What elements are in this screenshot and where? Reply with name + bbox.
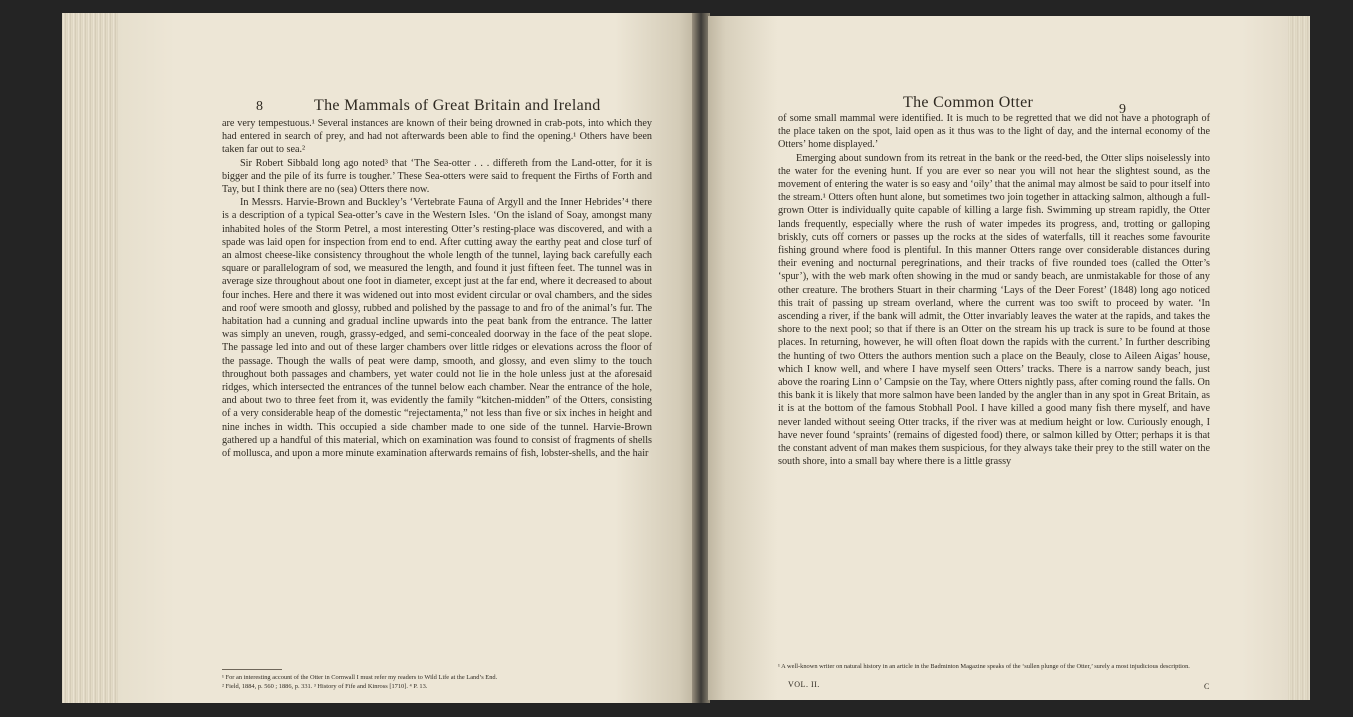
volume-signature: VOL. II.	[788, 680, 820, 689]
left-page-number: 8	[256, 99, 263, 114]
left-footnotes	[222, 673, 652, 691]
right-footnotes	[778, 662, 1210, 671]
right-paragraph-2: Emerging about sundown from its retreat in the bank or the reed-bed, the Otter slips noiselessly into the water for the evening hunt. If you are ever so near you will not hear the slightest sound, as the movement of entering the water is so easy and ‘oily’ that the animal may almost be said to pour itself into the stream.¹ Otters often hunt alone, but sometimes two join together in attacking salmon, although a full-grown Otter is individually quite capable of killing a large fish. Swimming up stream rapidly, the Otter lands frequently, especially where the rush of water impedes its progress, and, trotting or galloping briskly, cuts off corners or passes up the rocks at the sides of waterfalls, till it reaches some favourite fishing ground where food is plentiful. In this manner Otters range over considerable distances during their evening and nocturnal peregrinations, and their tracks of five rounded toes (called the Otter’s ‘spur’), with the web mark often showing in the mud or sandy beach, are unmistakable for those of any other creature. The brothers Stuart in their charming ‘Lays of the Deer Forest’ (1848) long ago noticed this trait of passing up stream overland, where the current was too swift to proceed by water. ‘In ascending a river, if the bank will admit, the Otter invariably leaves the water at the rapids, and takes the shore to the next pool; so that if there is an Otter on the stream his up track is sure to be found at those places. In returning, however, he will often float down the rapids with the current.’ In further describing the hunting of two Otters the authors mention such a place on the Beauly, close to Aileen Aigas’ house, which I know well, and where I have myself seen Otters’ tracks. There is a narrow sandy beach, just above the roaring Linn o’ Campsie on the Tay, where Otters nightly pass, after coming round the falls. On this bank it is likely that more salmon have been landed by the angler than in any spot in Great Britain, as it is at the bottom of the famous Stobhall Pool. I have killed a good many fish there myself, and have never landed without seeing Otter tracks, if the river was at medium height or low. Curiously enough, I have never found ‘spraints’ (remains of digested food) there, or salmon killed by Otter; perhaps it is that the constant advent of man makes them suspicious, for they always take their prey to the still water on the south shore, into a small bay where there is a little grassy	[778, 152, 1210, 468]
left-footnote-rule	[222, 669, 282, 670]
left-page-edges	[62, 13, 120, 703]
right-page-number: 9	[1119, 102, 1126, 117]
right-footnote-1: ¹ A well-known writer on natural history in an article in the Badminton Magazine speaks of the ‘sullen plunge of the Otter,’ surely a most injudicious description.	[778, 663, 1190, 670]
left-body-text	[222, 117, 652, 460]
gathering-signature: C	[1204, 682, 1210, 691]
right-paragraph-1: of some small mammal were identified. It is much to be regretted that we did not have a photograph of the place taken on the spot, laid open as it thus was to the light of day, and the internal economy of the Otters’ home displayed.’	[778, 113, 1210, 151]
left-paragraph-1: are very tempestuous.¹ Several instances are known of their being drowned in crab-pots, into which they had entered in search of prey, and had not afterwards been able to find the opening.¹ Others have been taken far out to sea.²	[222, 118, 652, 156]
right-page-edges	[1286, 16, 1310, 700]
right-running-head: The Common Otter	[903, 94, 1034, 111]
left-footnote-2: ² Field, 1884, p. 560 ; 1886, p. 331. ³ History of Fife and Kinross [1710]. ⁴ P. 13.	[222, 683, 428, 690]
left-running-head: The Mammals of Great Britain and Ireland	[314, 97, 601, 114]
left-page	[118, 13, 696, 703]
left-paragraph-3: In Messrs. Harvie-Brown and Buckley’s ‘Vertebrate Fauna of Argyll and the Inner Hebrides’⁴ there is a description of a typical Sea-otter’s cave in the Western Isles. ‘On the island of Soay, amongst many inhabited holes of the Storm Petrel, a most interesting Otter’s resting-place was discovered, and with a spade was laid open for inspection from end to end. After cutting away the earthy peat and close turf of an almost cheese-like consistency throughout the whole length of the tunnel, laying back carefully each square or parallelogram of sod, we measured the length, and found it just fifteen feet. The tunnel was in average size throughout about one foot in diameter, except just at the far end, where it decreased to about four inches. Here and there it was widened out into most evident circular or oval chambers, and the sides and roof were smooth and glossy, rubbed and polished by the passage to and fro of the animal’s fur. The habitation had a cunning and gradual incline upwards into the peat bank from the entrance. The latter was simply an uneven, rough, grassy-edged, and semi-concealed doorway in the face of the peat slope. The passage led into and out of these larger chambers over little ridges or elevations across the floor of the passage. Though the walls of peat were damp, smooth, and glossy, and even slimy to the touch throughout both passages and chambers, yet water could not lie in the hole unless just at the aforesaid ridges, which intersected the entrances of the tunnel below each chamber. Near the entrance of the hole, and about two to three feet from it, was evidently the family “kitchen-midden” of the Otters, consisting of a very considerable heap of the domestic “rejectamenta,” not less than five or six inches in height and nine inches in width. This occupied a side chamber made to one side of the tunnel. Harvie-Brown gathered up a handful of this material, which on examination was found to consist of fragments of shells of mollusca, and upon a more minute examination afterwards remains of fish, lobster-shells, and the hair	[222, 197, 652, 460]
left-footnote-1: ¹ For an interesting account of the Otter in Cornwall I must refer my readers to Wild Life at the Land’s End.	[222, 674, 498, 681]
right-page	[708, 16, 1288, 700]
right-body-text	[778, 112, 1210, 468]
left-paragraph-2: Sir Robert Sibbald long ago noted³ that ‘The Sea-otter . . . differeth from the Land-otter, for it is bigger and the pile of its furre is tougher.’ These Sea-otters were said to frequent the Firths of Forth and Tay, but I think there are no (sea) Otters there now.	[222, 157, 652, 196]
